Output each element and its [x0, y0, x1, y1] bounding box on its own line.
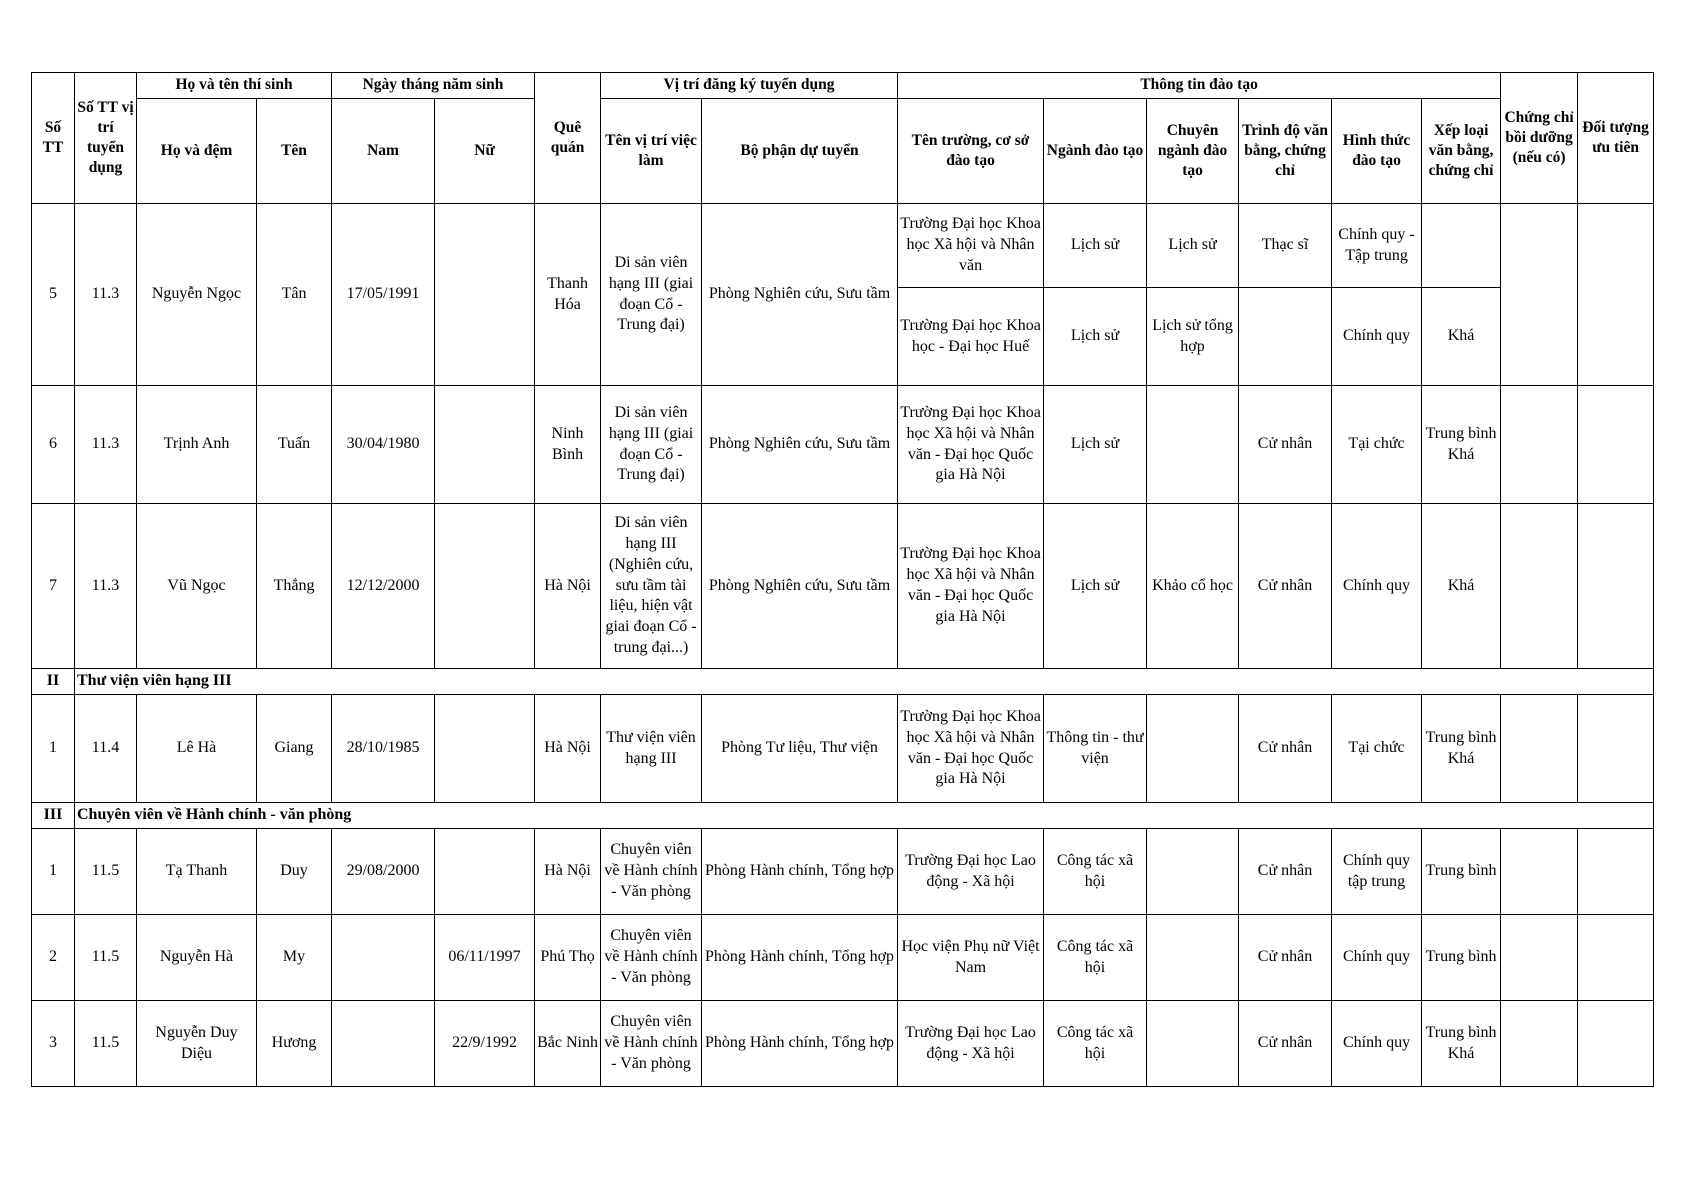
table-row [32, 204, 1654, 288]
cell-ten-truong: Trường Đại học Khoa học Xã hội và Nhân văn - Đại học Quốc gia Hà Nội [898, 504, 1044, 669]
cell-xep-loai: Khá [1422, 288, 1501, 386]
cell-ten-truong: Trường Đại học Khoa học Xã hội và Nhân văn - Đại học Quốc gia Hà Nội [898, 386, 1044, 504]
cell-xep-loai [1422, 204, 1501, 288]
cell-ten-truong: Trường Đại học Lao động - Xã hội [898, 1001, 1044, 1087]
cell-doi-tuong [1578, 695, 1654, 803]
document-page [31, 72, 1653, 1087]
cell-xep-loai: Trung bình [1422, 915, 1501, 1001]
table-row [32, 1001, 1654, 1087]
cell-ho-dem: Vũ Ngọc [137, 504, 257, 669]
cell-trinh-do: Cử nhân [1239, 915, 1332, 1001]
cell-vi-tri: 11.5 [75, 1001, 137, 1087]
cell-hinh-thuc: Chính quy [1332, 504, 1422, 669]
cell-nu [435, 504, 535, 669]
section-number: III [32, 803, 75, 829]
cell-chung-chi [1501, 695, 1578, 803]
cell-chuyen-nganh [1147, 695, 1239, 803]
cell-stt: 3 [32, 1001, 75, 1087]
cell-ten-vi-tri: Di sản viên hạng III (giai đoạn Cổ - Trung đại) [601, 204, 702, 386]
cell-hinh-thuc: Chính quy [1332, 288, 1422, 386]
table-row [32, 695, 1654, 803]
cell-ho-dem: Trịnh Anh [137, 386, 257, 504]
cell-chung-chi [1501, 829, 1578, 915]
cell-nam [332, 915, 435, 1001]
cell-nam: 29/08/2000 [332, 829, 435, 915]
cell-nu [435, 829, 535, 915]
header-ho-ten-group: Họ và tên thí sinh [137, 73, 332, 99]
cell-doi-tuong [1578, 386, 1654, 504]
table-header [32, 73, 1654, 204]
cell-hinh-thuc: Tại chức [1332, 695, 1422, 803]
cell-ten-truong: Trường Đại học Khoa học - Đại học Huế [898, 288, 1044, 386]
cell-doi-tuong [1578, 829, 1654, 915]
cell-ho-dem: Nguyễn Ngọc [137, 204, 257, 386]
header-nu: Nữ [435, 99, 535, 204]
cell-chuyen-nganh [1147, 1001, 1239, 1087]
cell-hinh-thuc: Chính quy tập trung [1332, 829, 1422, 915]
cell-ten: Duy [257, 829, 332, 915]
cell-xep-loai: Trung bình Khá [1422, 1001, 1501, 1087]
header-trinh-do: Trình độ văn bằng, chứng chỉ [1239, 99, 1332, 204]
cell-que-quan: Bắc Ninh [535, 1001, 601, 1087]
cell-ten: Tân [257, 204, 332, 386]
cell-bo-phan: Phòng Hành chính, Tổng hợp [702, 1001, 898, 1087]
cell-nganh: Lịch sử [1044, 288, 1147, 386]
cell-ten: Thắng [257, 504, 332, 669]
cell-xep-loai: Khá [1422, 504, 1501, 669]
cell-chung-chi [1501, 504, 1578, 669]
section-title: Chuyên viên về Hành chính - văn phòng [75, 803, 1654, 829]
cell-ho-dem: Tạ Thanh [137, 829, 257, 915]
table-row [32, 915, 1654, 1001]
cell-trinh-do: Cử nhân [1239, 386, 1332, 504]
section-number: II [32, 669, 75, 695]
cell-nam: 12/12/2000 [332, 504, 435, 669]
cell-trinh-do: Cử nhân [1239, 504, 1332, 669]
cell-stt: 7 [32, 504, 75, 669]
cell-hinh-thuc: Chính quy [1332, 1001, 1422, 1087]
table-row [32, 386, 1654, 504]
cell-chuyen-nganh [1147, 386, 1239, 504]
cell-hinh-thuc: Tại chức [1332, 386, 1422, 504]
header-ten: Tên [257, 99, 332, 204]
cell-nu [435, 695, 535, 803]
cell-ten-truong: Trường Đại học Lao động - Xã hội [898, 829, 1044, 915]
header-ten-truong: Tên trường, cơ sở đào tạo [898, 99, 1044, 204]
cell-nam: 28/10/1985 [332, 695, 435, 803]
cell-bo-phan: Phòng Hành chính, Tổng hợp [702, 829, 898, 915]
cell-stt: 6 [32, 386, 75, 504]
cell-trinh-do: Thạc sĩ [1239, 204, 1332, 288]
cell-nu [435, 204, 535, 386]
cell-que-quan: Hà Nội [535, 504, 601, 669]
cell-ten-truong: Trường Đại học Khoa học Xã hội và Nhân văn - Đại học Quốc gia Hà Nội [898, 695, 1044, 803]
cell-trinh-do [1239, 288, 1332, 386]
cell-que-quan: Hà Nội [535, 695, 601, 803]
header-so-tt: Số TT [32, 73, 75, 204]
cell-nam: 30/04/1980 [332, 386, 435, 504]
cell-que-quan: Thanh Hóa [535, 204, 601, 386]
section-row [32, 669, 1654, 695]
cell-ten: Hương [257, 1001, 332, 1087]
cell-stt: 2 [32, 915, 75, 1001]
cell-nu: 06/11/1997 [435, 915, 535, 1001]
cell-ten-vi-tri: Chuyên viên về Hành chính - Văn phòng [601, 1001, 702, 1087]
cell-xep-loai: Trung bình Khá [1422, 695, 1501, 803]
cell-vi-tri: 11.3 [75, 204, 137, 386]
cell-chuyen-nganh: Lịch sử tổng hợp [1147, 288, 1239, 386]
cell-bo-phan: Phòng Tư liệu, Thư viện [702, 695, 898, 803]
header-que-quan: Quê quán [535, 73, 601, 204]
header-dao-tao-group: Thông tin đào tạo [898, 73, 1501, 99]
cell-ho-dem: Lê Hà [137, 695, 257, 803]
cell-que-quan: Ninh Bình [535, 386, 601, 504]
header-bo-phan: Bộ phận dự tuyển [702, 99, 898, 204]
header-vi-tri-group: Vị trí đăng ký tuyển dụng [601, 73, 898, 99]
cell-ten-vi-tri: Chuyên viên về Hành chính - Văn phòng [601, 915, 702, 1001]
cell-bo-phan: Phòng Hành chính, Tổng hợp [702, 915, 898, 1001]
cell-que-quan: Hà Nội [535, 829, 601, 915]
section-row [32, 803, 1654, 829]
cell-ten-vi-tri: Di sản viên hạng III (Nghiên cứu, sưu tầm tài liệu, hiện vật giai đoạn Cổ - trung đại...) [601, 504, 702, 669]
cell-xep-loai: Trung bình [1422, 829, 1501, 915]
cell-xep-loai: Trung bình Khá [1422, 386, 1501, 504]
cell-ten-vi-tri: Di sản viên hạng III (giai đoạn Cổ - Trung đại) [601, 386, 702, 504]
cell-nganh: Lịch sử [1044, 386, 1147, 504]
cell-vi-tri: 11.4 [75, 695, 137, 803]
cell-nganh: Lịch sử [1044, 204, 1147, 288]
header-ho-dem: Họ và đệm [137, 99, 257, 204]
header-xep-loai: Xếp loại văn bằng, chứng chỉ [1422, 99, 1501, 204]
header-ten-vi-tri: Tên vị trí việc làm [601, 99, 702, 204]
cell-nam: 17/05/1991 [332, 204, 435, 386]
table-body [32, 204, 1654, 1087]
header-chung-chi: Chứng chỉ bồi dưỡng (nếu có) [1501, 73, 1578, 204]
table-row [32, 829, 1654, 915]
cell-vi-tri: 11.3 [75, 504, 137, 669]
cell-doi-tuong [1578, 915, 1654, 1001]
cell-chuyen-nganh [1147, 915, 1239, 1001]
cell-ten-truong: Học viện Phụ nữ Việt Nam [898, 915, 1044, 1001]
cell-bo-phan: Phòng Nghiên cứu, Sưu tầm [702, 204, 898, 386]
cell-trinh-do: Cử nhân [1239, 829, 1332, 915]
cell-vi-tri: 11.5 [75, 829, 137, 915]
cell-doi-tuong [1578, 204, 1654, 386]
header-doi-tuong: Đối tượng ưu tiên [1578, 73, 1654, 204]
cell-ten-vi-tri: Chuyên viên về Hành chính - Văn phòng [601, 829, 702, 915]
cell-ten: Giang [257, 695, 332, 803]
table-row [32, 504, 1654, 669]
cell-hinh-thuc: Chính quy - Tập trung [1332, 204, 1422, 288]
cell-trinh-do: Cử nhân [1239, 1001, 1332, 1087]
cell-que-quan: Phú Thọ [535, 915, 601, 1001]
header-hinh-thuc: Hình thức đào tạo [1332, 99, 1422, 204]
cell-chuyen-nganh: Lịch sử [1147, 204, 1239, 288]
header-ngay-sinh-group: Ngày tháng năm sinh [332, 73, 535, 99]
cell-ten-vi-tri: Thư viện viên hạng III [601, 695, 702, 803]
cell-nganh: Công tác xã hội [1044, 1001, 1147, 1087]
cell-nganh: Công tác xã hội [1044, 829, 1147, 915]
cell-chung-chi [1501, 915, 1578, 1001]
cell-chung-chi [1501, 386, 1578, 504]
cell-ho-dem: Nguyễn Duy Diệu [137, 1001, 257, 1087]
cell-nu: 22/9/1992 [435, 1001, 535, 1087]
cell-stt: 1 [32, 829, 75, 915]
cell-ten: Tuấn [257, 386, 332, 504]
cell-hinh-thuc: Chính quy [1332, 915, 1422, 1001]
header-so-tt-vi-tri: Số TT vị trí tuyển dụng [75, 73, 137, 204]
cell-chuyen-nganh: Khảo cổ học [1147, 504, 1239, 669]
cell-nu [435, 386, 535, 504]
cell-ten-truong: Trường Đại học Khoa học Xã hội và Nhân văn [898, 204, 1044, 288]
header-nganh: Ngành đào tạo [1044, 99, 1147, 204]
cell-chung-chi [1501, 204, 1578, 386]
header-nam: Nam [332, 99, 435, 204]
cell-nganh: Lịch sử [1044, 504, 1147, 669]
cell-vi-tri: 11.3 [75, 386, 137, 504]
cell-ho-dem: Nguyễn Hà [137, 915, 257, 1001]
cell-bo-phan: Phòng Nghiên cứu, Sưu tầm [702, 386, 898, 504]
cell-trinh-do: Cử nhân [1239, 695, 1332, 803]
cell-stt: 5 [32, 204, 75, 386]
cell-vi-tri: 11.5 [75, 915, 137, 1001]
section-title: Thư viện viên hạng III [75, 669, 1654, 695]
cell-nganh: Thông tin - thư viện [1044, 695, 1147, 803]
cell-doi-tuong [1578, 504, 1654, 669]
cell-chung-chi [1501, 1001, 1578, 1087]
cell-doi-tuong [1578, 1001, 1654, 1087]
cell-stt: 1 [32, 695, 75, 803]
candidate-table [31, 72, 1654, 1087]
cell-nam [332, 1001, 435, 1087]
header-chuyen-nganh: Chuyên ngành đào tạo [1147, 99, 1239, 204]
cell-nganh: Công tác xã hội [1044, 915, 1147, 1001]
cell-chuyen-nganh [1147, 829, 1239, 915]
cell-ten: My [257, 915, 332, 1001]
cell-bo-phan: Phòng Nghiên cứu, Sưu tầm [702, 504, 898, 669]
